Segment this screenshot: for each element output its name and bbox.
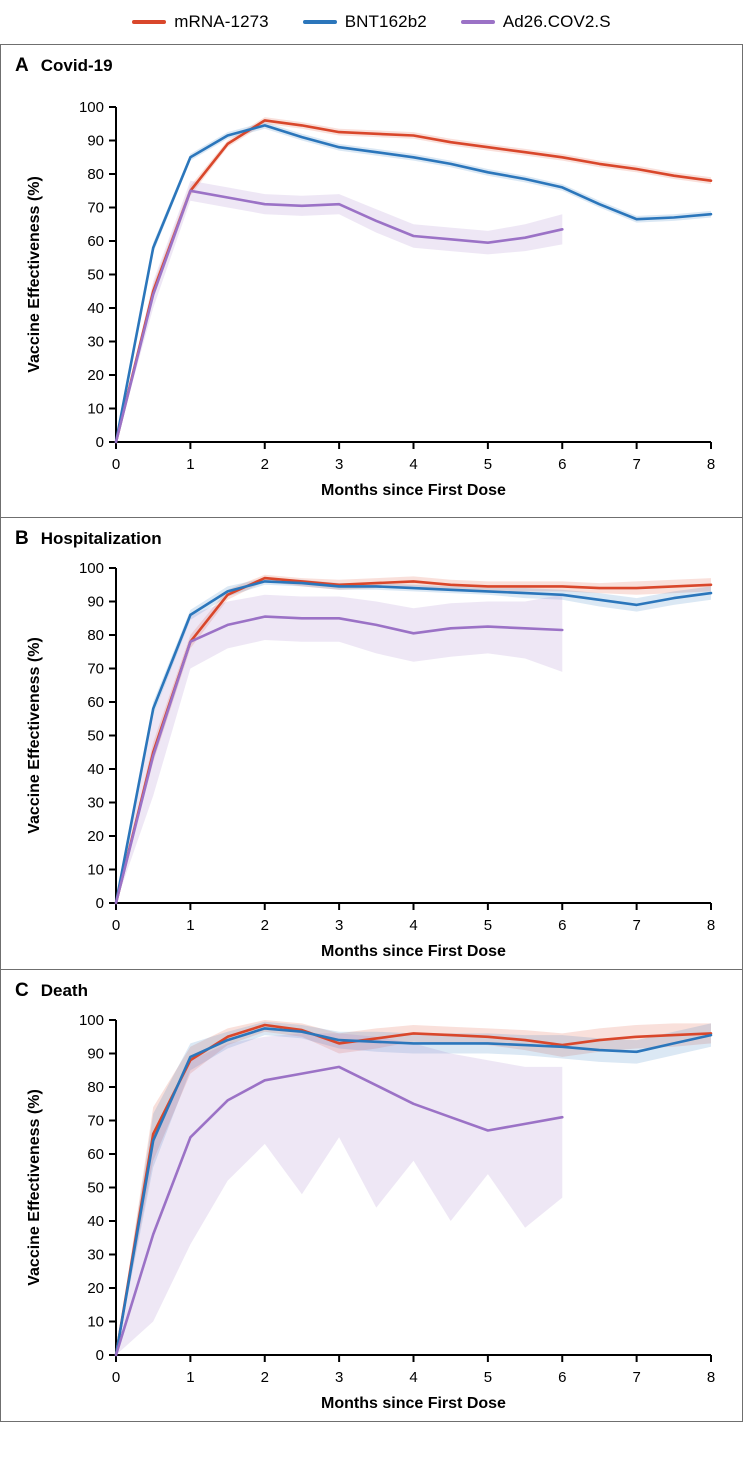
legend-swatch [461,20,495,24]
x-axis-title: Months since First Dose [321,943,506,960]
x-tick-label: 6 [558,917,567,934]
y-tick-label: 70 [87,199,104,217]
panel-letter: B [15,528,29,549]
plot-area-death [1,970,742,1421]
legend-label: mRNA-1273 [174,12,269,31]
x-tick-label: 7 [632,456,641,473]
y-tick-label: 30 [87,794,104,812]
y-tick-label: 10 [87,400,104,418]
y-tick-label: 0 [95,434,104,451]
x-tick-label: 1 [186,456,195,473]
panel-hospitalization [0,518,743,970]
legend-item-ad26cov2s [461,12,611,32]
panel-title: Death [40,981,88,1000]
x-tick-label: 0 [111,1369,121,1386]
legend [0,0,743,44]
legend-swatch [132,20,166,24]
series-line [116,191,562,442]
x-tick-label: 3 [334,456,344,473]
y-tick-label: 40 [87,761,104,778]
y-tick-label: 20 [87,828,104,845]
confidence-band [116,1033,562,1355]
y-tick-label: 70 [87,660,104,678]
y-tick-label: 100 [78,1012,104,1029]
x-tick-label: 8 [706,917,716,934]
legend-item-mrna1273 [132,12,268,32]
x-tick-label: 3 [334,1369,344,1386]
y-tick-label: 30 [87,1246,104,1264]
legend-label: Ad26.COV2.S [502,12,611,31]
panel-covid19 [0,44,743,518]
y-tick-label: 60 [87,1146,104,1163]
confidence-band [116,595,562,903]
x-tick-label: 4 [409,917,418,934]
x-tick-label: 2 [260,917,269,934]
plot-area-covid19 [1,45,742,517]
y-tick-label: 0 [95,895,104,912]
x-tick-label: 1 [186,917,195,934]
legend-label: BNT162b2 [344,12,427,31]
x-tick-label: 0 [111,917,121,934]
chart-svg-death [1,970,743,1422]
panel-letter: A [15,55,29,76]
y-tick-label: 90 [87,593,104,611]
x-tick-label: 0 [111,456,121,473]
x-tick-label: 8 [706,1369,716,1386]
y-tick-label: 10 [87,1313,104,1331]
x-tick-label: 2 [260,456,269,473]
y-axis-title: Vaccine Effectiveness (%) [26,176,43,373]
y-tick-label: 100 [78,560,104,577]
y-tick-label: 50 [87,266,104,284]
y-tick-label: 80 [87,166,104,183]
x-tick-label: 4 [409,1369,418,1386]
x-tick-label: 6 [558,456,567,473]
y-tick-label: 80 [87,627,104,644]
panel-letter: C [15,980,29,1001]
y-axis-title: Vaccine Effectiveness (%) [26,1089,43,1286]
x-axis-title: Months since First Dose [321,482,506,499]
y-tick-label: 60 [87,694,104,711]
y-tick-label: 20 [87,367,104,384]
x-tick-label: 5 [483,917,493,934]
y-tick-label: 0 [95,1347,104,1364]
panel-title: Hospitalization [40,529,162,548]
plot-area-hospitalization [1,518,742,969]
y-tick-label: 20 [87,1280,104,1297]
x-axis-title: Months since First Dose [321,1395,506,1412]
x-tick-label: 5 [483,456,493,473]
y-tick-label: 40 [87,300,104,317]
x-tick-label: 1 [186,1369,195,1386]
legend-swatch [303,20,337,24]
y-tick-label: 90 [87,1045,104,1063]
y-tick-label: 50 [87,1179,104,1197]
y-tick-label: 70 [87,1112,104,1130]
panel-death [0,970,743,1422]
x-tick-label: 3 [334,917,344,934]
panel-title: Covid-19 [40,56,113,75]
x-tick-label: 4 [409,456,418,473]
legend-item-bnt162b2 [303,12,427,32]
y-axis-title: Vaccine Effectiveness (%) [26,637,43,834]
y-tick-label: 10 [87,861,104,879]
y-tick-label: 60 [87,233,104,250]
y-tick-label: 100 [78,99,104,116]
chart-svg-hospitalization [1,518,743,970]
x-tick-label: 7 [632,1369,641,1386]
x-tick-label: 5 [483,1369,493,1386]
y-tick-label: 80 [87,1079,104,1096]
chart-svg-covid19 [1,45,743,519]
y-tick-label: 90 [87,132,104,150]
y-tick-label: 30 [87,333,104,351]
x-tick-label: 6 [558,1369,567,1386]
x-tick-label: 8 [706,456,716,473]
x-tick-label: 2 [260,1369,269,1386]
confidence-band [116,181,562,442]
x-tick-label: 7 [632,917,641,934]
y-tick-label: 40 [87,1213,104,1230]
y-tick-label: 50 [87,727,104,745]
